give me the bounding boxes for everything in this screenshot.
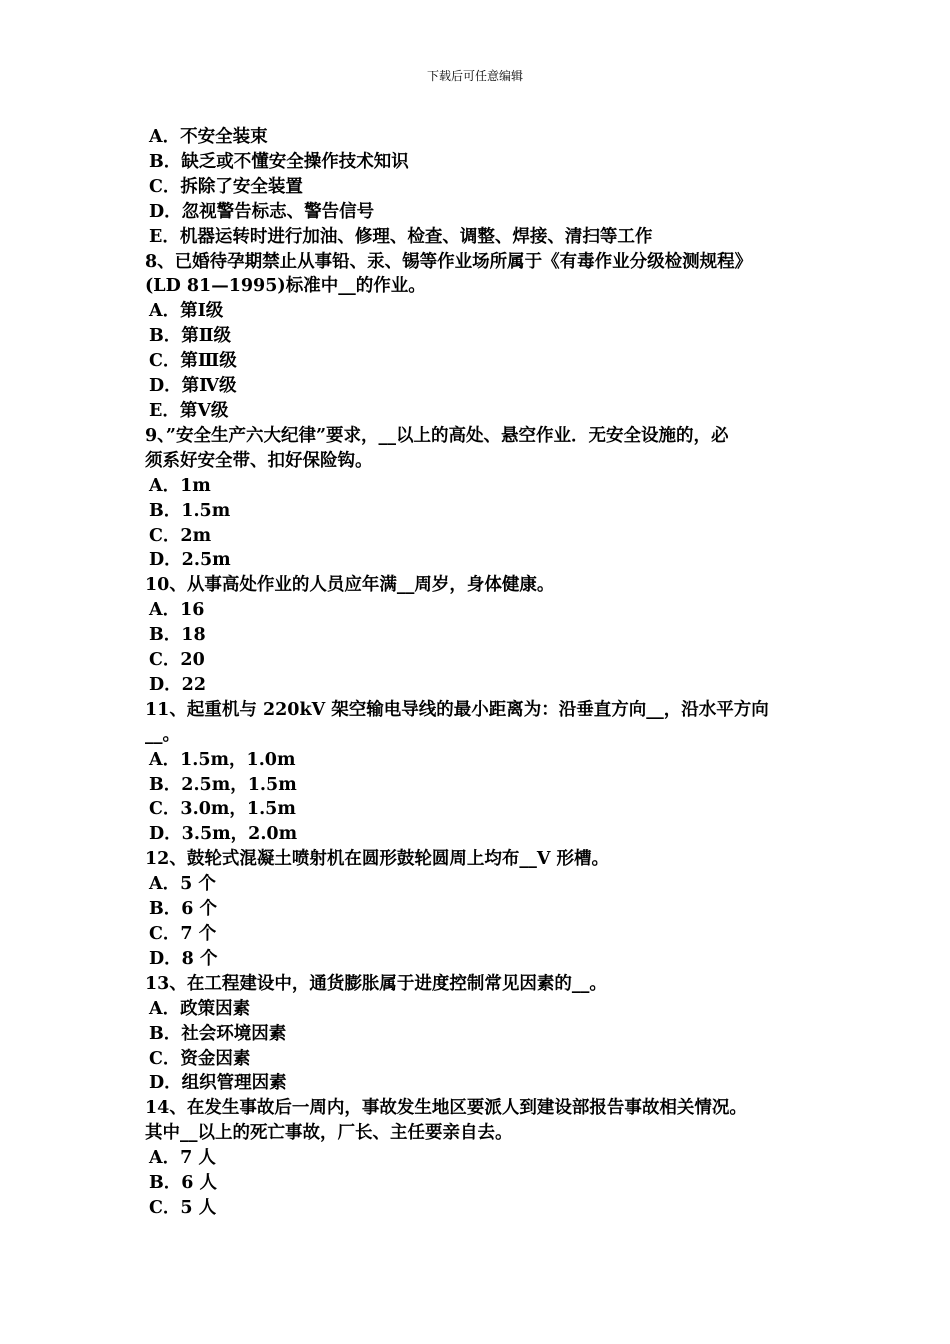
question-text: 11、起重机与 220kV 架空输电导线的最小距离为：沿垂直方向__，沿水平方向	[145, 699, 769, 720]
answer-option: B．6 个	[149, 899, 218, 920]
answer-option: A．不安全装束	[149, 127, 268, 147]
answer-option: A．16	[149, 600, 205, 621]
answer-option: B．社会环境因素	[149, 1023, 287, 1044]
question-text: 其中__以上的死亡事故，厂长、主任要亲自去。	[145, 1123, 513, 1144]
answer-option: B．1.5m	[149, 500, 231, 521]
answer-option: A．1.5m，1.0m	[149, 749, 296, 770]
answer-option: C．资金因素	[149, 1048, 251, 1069]
question-text: 9、”安全生产六大纪律”要求，__以上的高处、悬空作业．无安全设施的，必	[145, 425, 729, 446]
answer-option: A．5 个	[149, 874, 216, 895]
answer-option: B．2.5m，1.5m	[149, 774, 297, 795]
answer-option: C．5 人	[149, 1197, 217, 1218]
answer-option: D．2.5m	[149, 550, 231, 571]
answer-option: C．3.0m，1.5m	[149, 799, 296, 820]
answer-option: C．拆除了安全装置	[149, 176, 303, 197]
question-text: 13、在工程建设中，通货膨胀属于进度控制常见因素的__。	[145, 973, 607, 994]
question-text: (LD 81—1995)标准中__的作业。	[145, 276, 426, 297]
answer-option: A．第Ⅰ级	[149, 301, 224, 322]
answer-option: E．机器运转时进行加油、修理、检查、调整、焊接、清扫等工作	[149, 226, 653, 247]
answer-option: B．6 人	[149, 1173, 218, 1194]
answer-option: D．3.5m，2.0m	[149, 824, 298, 845]
answer-option: C．20	[149, 650, 205, 671]
answer-option: D．第Ⅳ级	[149, 376, 237, 397]
answer-option: A．7 人	[149, 1148, 216, 1169]
answer-option: A．1m	[149, 475, 211, 496]
answer-option: D．组织管理因素	[149, 1073, 287, 1094]
question-text: 须系好安全带、扣好保险钩。	[145, 450, 373, 471]
answer-option: B．第Ⅱ级	[149, 326, 232, 347]
answer-option: B．18	[149, 625, 206, 646]
question-text: __。	[145, 724, 180, 745]
question-text: 8、已婚待孕期禁止从事铅、汞、锡等作业场所属于《有毒作业分级检测规程》	[145, 251, 753, 272]
page-header: 下载后可任意编辑	[426, 69, 523, 83]
answer-option: A．政策因素	[149, 998, 251, 1019]
question-text: 10、从事高处作业的人员应年满__周岁，身体健康。	[145, 575, 555, 596]
answer-option: E．第Ⅴ级	[149, 400, 229, 421]
answer-option: D．22	[149, 674, 207, 695]
answer-option: D．8 个	[149, 948, 218, 969]
question-text: 14、在发生事故后一周内，事故发生地区要派人到建设部报告事故相关情况。	[145, 1098, 747, 1119]
document-body	[145, 125, 815, 1221]
answer-option: C．7 个	[149, 924, 217, 944]
answer-option: C．2m	[149, 525, 212, 546]
answer-option: C．第Ⅲ级	[149, 351, 237, 372]
question-text: 12、鼓轮式混凝土喷射机在圆形鼓轮圆周上均布__V 形槽。	[145, 849, 610, 870]
answer-option: B．缺乏或不懂安全操作技术知识	[149, 151, 409, 172]
answer-option: D．忽视警告标志、警告信号	[149, 201, 375, 222]
